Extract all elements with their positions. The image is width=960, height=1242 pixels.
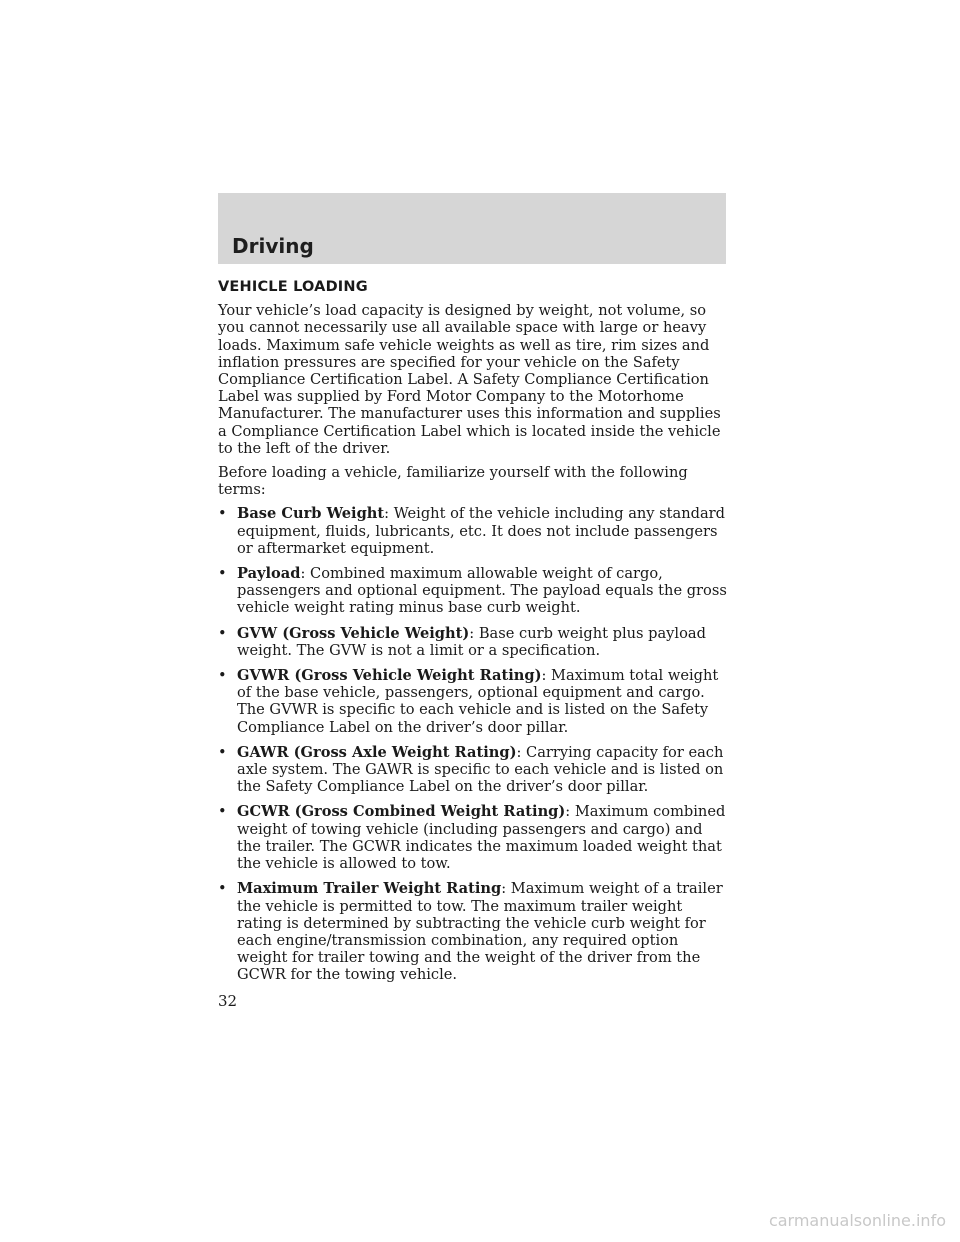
terms-list: [218, 505, 730, 983]
list-item: [218, 744, 730, 796]
term-definition: : Maximum combined weight of towing vehicle (including passengers and cargo) and the trailer. The GCWR indicates the maximum loaded weight that the vehicle is allowed to tow.: [237, 803, 726, 873]
section-header-band: [218, 193, 726, 264]
bullet-icon: •: [218, 803, 227, 821]
term-label: GCWR (Gross Combined Weight Rating): [237, 803, 566, 821]
list-item: [218, 625, 730, 659]
term-definition: : Carrying capacity for each axle system. The GAWR is specific to each vehicle and is listed on the Safety Compliance Label on the driver’s door pillar.: [237, 743, 724, 796]
list-item: [218, 667, 730, 736]
intro-paragraph: Your vehicle’s load capacity is designed by weight, not volume, so you cannot necessarily use all available space with large or heavy loads. Maximum safe vehicle weights as well as tire, rim sizes and inflation pressures are specified for your vehicle on the Safety Compliance Certification Label. A Safety Compliance Certification Label was supplied by Ford Motor Company to the Motorhome Manufacturer. The manufacturer uses this information and supplies a Compliance Certification Label which is located inside the vehicle to the left of the driver.: [218, 302, 721, 457]
list-item: [218, 565, 730, 617]
bullet-icon: •: [218, 565, 227, 583]
list-item: [218, 505, 730, 557]
list-item: [218, 803, 730, 872]
section-title: Driving: [232, 234, 314, 258]
lead-in-paragraph: Before loading a vehicle, familiarize yourself with the following terms:: [218, 464, 688, 499]
term-definition: : Weight of the vehicle including any standard equipment, fluids, lubricants, etc. It does not include passengers or aftermarket equipment.: [237, 505, 725, 557]
bullet-icon: •: [218, 624, 227, 642]
term-definition: : Base curb weight plus payload weight. The GVW is not a limit or a specification.: [237, 624, 706, 659]
term-definition: : Maximum total weight of the base vehicle, passengers, optional equipment and cargo. The GVWR is specific to each vehicle and is listed on the Safety Compliance Label on the driver’s door pillar.: [237, 667, 719, 736]
term-label: Payload: [237, 565, 301, 583]
bullet-icon: •: [218, 743, 227, 761]
term-definition: : Combined maximum allowable weight of cargo, passengers and optional equipment. The payload equals the gross vehicle weight rating minus base curb weight.: [237, 565, 727, 617]
page-number: 32: [218, 992, 238, 1010]
term-label: Maximum Trailer Weight Rating: [237, 880, 502, 898]
bullet-icon: •: [218, 667, 227, 685]
term-label: GAWR (Gross Axle Weight Rating): [237, 743, 517, 761]
term-label: Base Curb Weight: [237, 505, 385, 523]
article-heading: VEHICLE LOADING: [218, 279, 368, 295]
bullet-icon: •: [218, 880, 227, 898]
term-definition: : Maximum weight of a trailer the vehicle is permitted to tow. The maximum trailer weight rating is determined by subtracting the vehicle curb weight for each engine/transmission combination, any required option weight for trailer towing and the weight of the driver from the GCWR for the towing vehicle.: [237, 880, 723, 984]
list-item: [218, 880, 730, 983]
term-label: GVWR (Gross Vehicle Weight Rating): [237, 667, 542, 685]
term-label: GVW (Gross Vehicle Weight): [237, 624, 470, 642]
page-content: [218, 279, 730, 992]
watermark-url: carmanualsonline.info: [768, 1211, 946, 1230]
bullet-icon: •: [218, 505, 227, 523]
